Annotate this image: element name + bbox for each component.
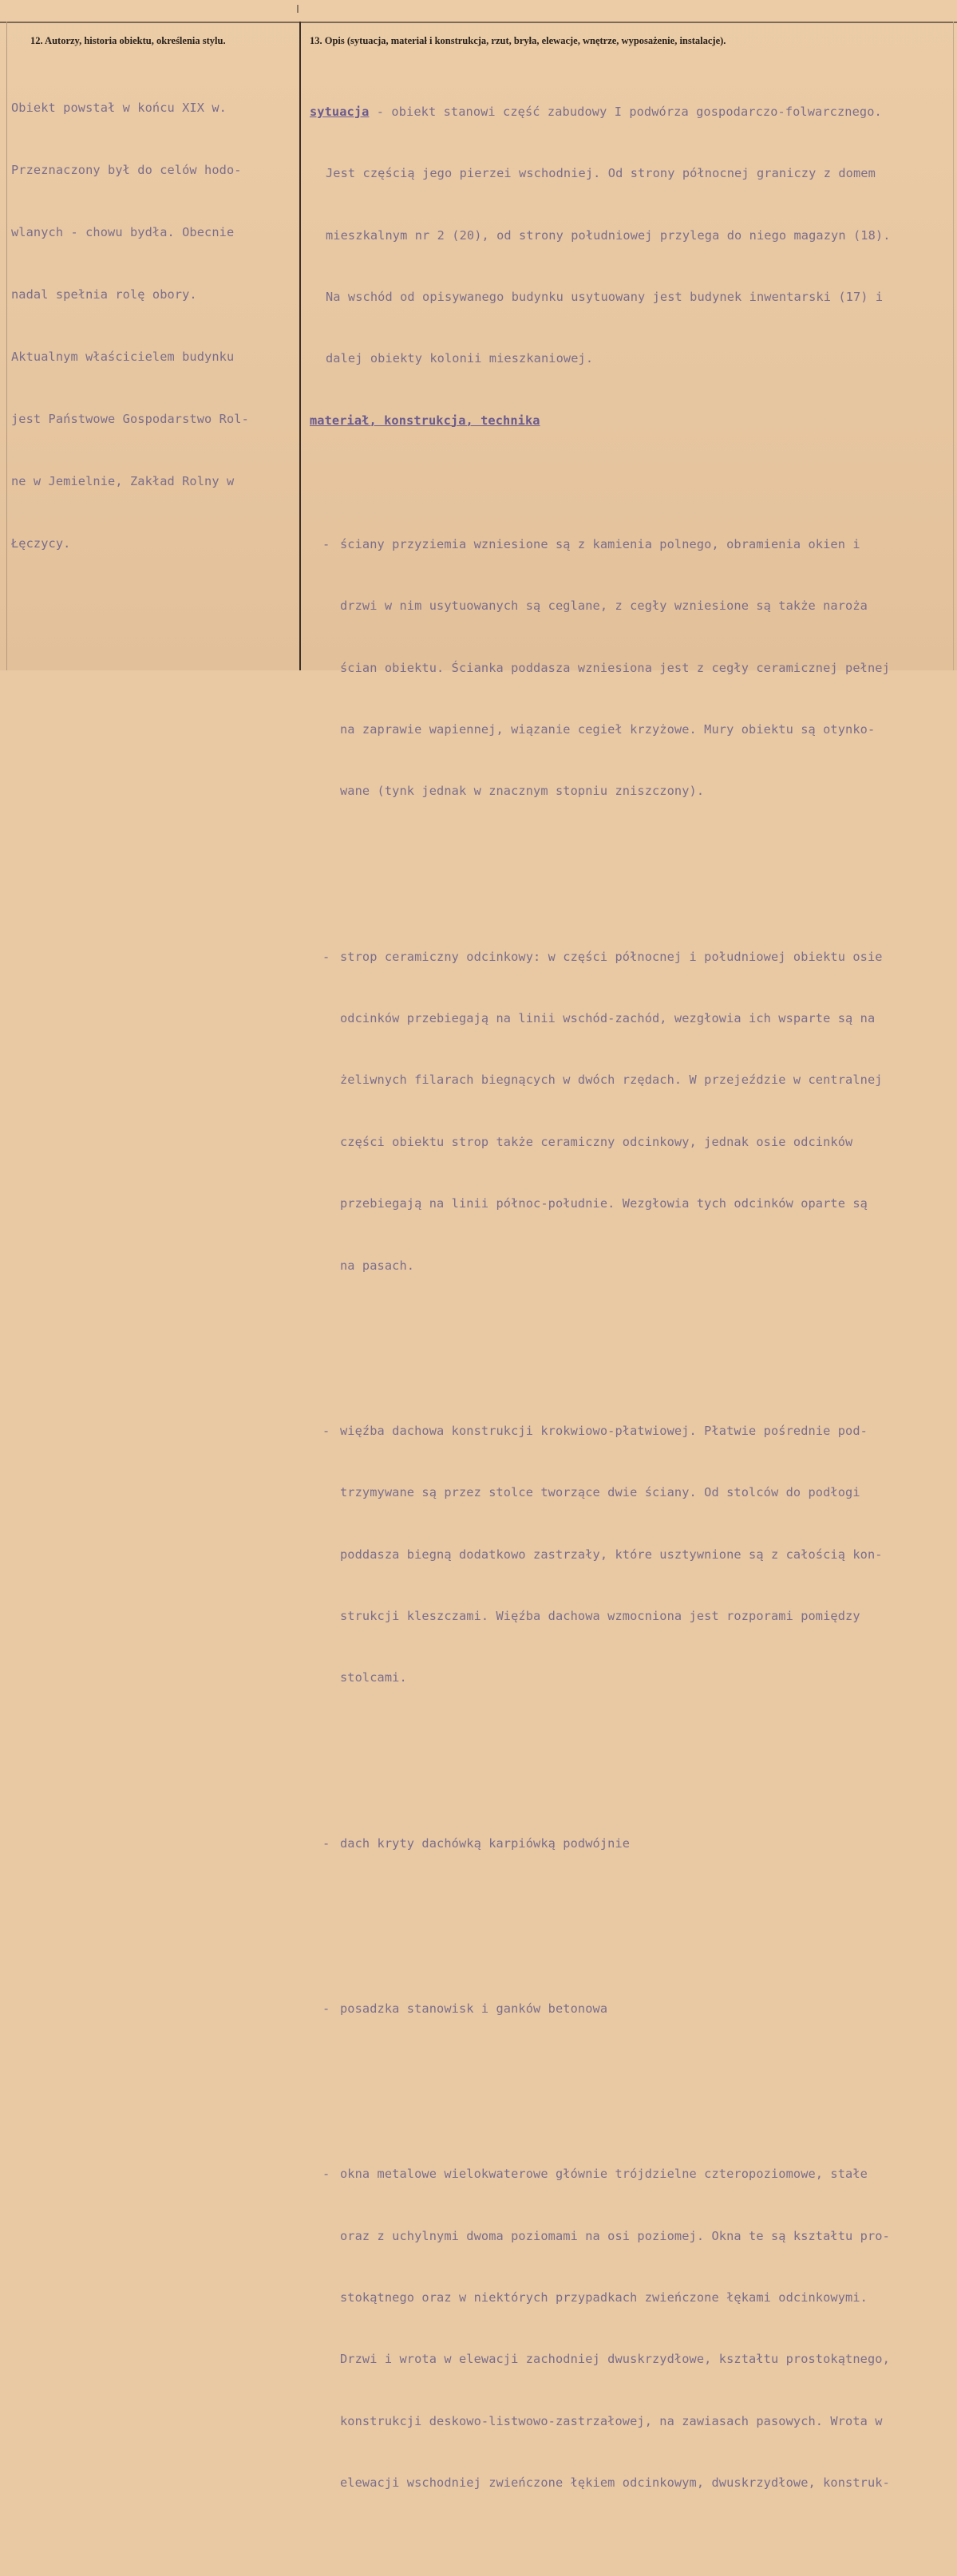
table-top-border <box>0 22 957 23</box>
history-line: wlanych - chowu bydła. Obecnie <box>11 225 235 239</box>
item-line: przebiegają na linii północ-południe. Wezgłowia tych odcinków oparte są <box>340 1196 868 1211</box>
situation-line: dalej obiekty kolonii mieszkaniowej. <box>326 351 594 366</box>
bullet-dash: - <box>322 1835 330 1851</box>
situation-term: sytuacja <box>310 105 370 119</box>
item-roof <box>310 1792 952 1895</box>
item-roof-truss <box>310 1380 952 1730</box>
item-line: elewacji wschodniej zwieńczone łękiem odcinkowym, dwuskrzydłowe, konstruk- <box>340 2475 890 2490</box>
item-line: oraz z uchylnymi dwoma poziomami na osi poziomej. Okna te są kształtu pro- <box>340 2228 890 2243</box>
history-text-block <box>11 56 249 595</box>
item-windows <box>310 2123 952 2535</box>
item-line: konstrukcji deskowo-listwowo-zastrzałowej, na zawiasach pasowych. Wrota w <box>340 2413 883 2428</box>
item-line: dach kryty dachówką karpiówką podwójnie <box>340 1835 631 1851</box>
section-12-header: 12. Autorzy, historia obiektu, określenia stylu. <box>30 35 226 46</box>
item-line: odcinków przebiegają na linii wschód-zachód, wezgłowia ich wsparte są na <box>340 1011 876 1026</box>
item-line: strukcji kleszczami. Więźba dachowa wzmocniona jest rozporami pomiędzy <box>340 1608 860 1623</box>
history-line: Aktualnym właścicielem budynku <box>11 350 235 364</box>
history-line: nadal spełnia rolę obory. <box>11 287 197 302</box>
history-line: Obiekt powstał w końcu XIX w. <box>11 101 227 115</box>
item-line: ściany przyziemia wzniesione są z kamienia polnego, obramienia okien i <box>340 537 860 552</box>
situation-line: Jest częścią jego pierzei wschodniej. Od strony północnej graniczy z domem <box>326 166 876 181</box>
situation-first-line <box>310 102 952 122</box>
table-left-border <box>6 22 7 670</box>
history-line: Przeznaczony był do celów hodo- <box>11 163 242 177</box>
history-line: jest Państwowe Gospodarstwo Rol- <box>11 412 249 426</box>
item-line: części obiektu strop także ceramiczny odcinkowy, jednak osie odcinków <box>340 1134 853 1149</box>
section-13-header: 13. Opis (sytuacja, materiał i konstrukcja, rzut, bryła, elewacje, wnętrze, wyposażenie, instalacje). <box>310 35 726 46</box>
bullet-dash: - <box>322 2001 330 2016</box>
item-line: stolcami. <box>340 1670 407 1685</box>
bullet-dash: - <box>322 537 330 552</box>
item-line: okna metalowe wielokwaterowe głównie trójdzielne czteropoziomowe, stałe <box>340 2167 868 2182</box>
item-ceiling <box>310 906 952 1318</box>
item-floor <box>310 1958 952 2060</box>
item-line: stokątnego oraz w niektórych przypadkach zwieńczone łękami odcinkowymi. <box>340 2290 868 2305</box>
item-line: więźba dachowa konstrukcji krokwiowo-płatwiowej. Płatwie pośrednie pod- <box>340 1423 868 1438</box>
item-line: drzwi w nim usytuowanych są ceglane, z cegły wzniesione są także naroża <box>340 599 868 614</box>
item-walls <box>310 493 952 844</box>
history-line: Łęczycy. <box>11 536 71 551</box>
bullet-dash: - <box>322 1423 330 1438</box>
bullet-dash: - <box>322 949 330 964</box>
situation-text: - obiekt stanowi część zabudowy I podwórza gospodarczo-folwarcznego. <box>369 105 882 119</box>
column-divider <box>299 22 301 670</box>
item-line: wane (tynk jednak w znacznym stopniu zniszczony). <box>340 784 705 799</box>
situation-line: Na wschód od opisywanego budynku usytuowany jest budynek inwentarski (17) i <box>326 290 884 305</box>
item-line: na pasach. <box>340 1258 415 1273</box>
material-heading: materiał, konstrukcja, technika <box>310 413 540 428</box>
table-right-border <box>953 22 954 670</box>
description-text-block <box>310 61 952 2576</box>
situation-line: mieszkalnym nr 2 (20), od strony południowej przylega do niego magazyn (18). <box>326 227 891 243</box>
history-line: ne w Jemielnie, Zakład Rolny w <box>11 474 235 488</box>
item-line: trzymywane są przez stolce tworzące dwie ściany. Od stolców do podłogi <box>340 1485 860 1500</box>
item-line: ścian obiektu. Ścianka poddasza wzniesiona jest z cegły ceramicznej pełnej <box>340 660 890 675</box>
fold-mark <box>297 5 299 13</box>
item-line: strop ceramiczny odcinkowy: w części północnej i południowej obiektu osie <box>340 949 883 964</box>
item-line: żeliwnych filarach biegnących w dwóch rzędach. W przejeździe w centralnej <box>340 1073 883 1088</box>
item-line: Drzwi i wrota w elewacji zachodniej dwuskrzydłowe, kształtu prostokątnego, <box>340 2352 890 2367</box>
item-line: poddasza biegną dodatkowo zastrzały, które usztywnione są z całością kon- <box>340 1547 883 1562</box>
bullet-dash: - <box>322 2167 330 2182</box>
item-line: posadzka stanowisk i ganków betonowa <box>340 2001 608 2016</box>
item-line: na zaprawie wapiennej, wiązanie cegieł krzyżowe. Mury obiektu są otynko- <box>340 722 876 737</box>
